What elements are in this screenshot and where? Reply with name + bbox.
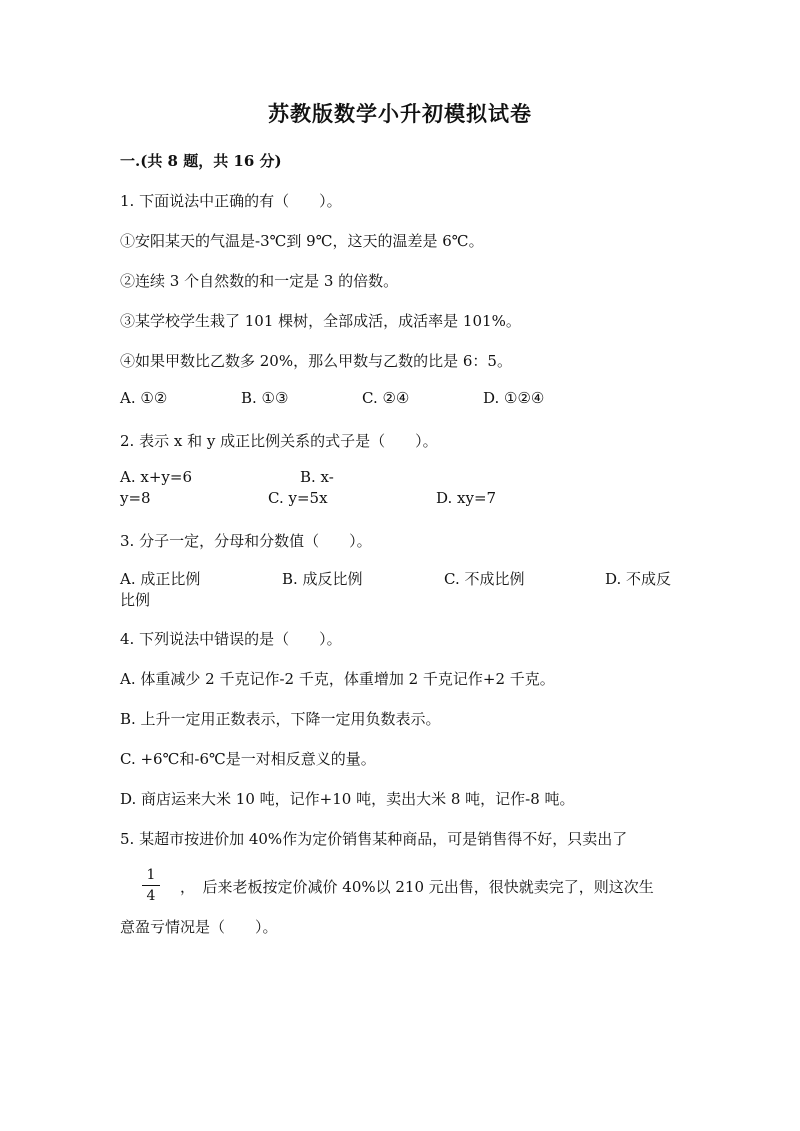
question-3-option-d-wrap[interactable]: 比例	[120, 591, 151, 609]
question-4-option-d[interactable]: D. 商店运来大米 10 吨，记作+10 吨，卖出大米 8 吨，记作-8 吨。	[120, 790, 575, 808]
section-heading: 一.(共 8 题，共 16 分)	[120, 152, 282, 170]
question-1-stem: 1. 下面说法中正确的有（ ）。	[120, 192, 342, 210]
question-3-option-d[interactable]: D. 不成反	[605, 570, 672, 588]
question-1-option-c[interactable]: C. ②④	[362, 389, 410, 407]
fraction-denominator: 4	[146, 888, 156, 904]
question-1-option-a[interactable]: A. ①②	[120, 389, 168, 407]
question-4-option-b[interactable]: B. 上升一定用正数表示，下降一定用负数表示。	[120, 710, 441, 728]
page-title: 苏教版数学小升初模拟试卷	[268, 101, 532, 126]
question-5-ending: 意盈亏情况是（ ）。	[120, 918, 278, 936]
question-3-option-a[interactable]: A. 成正比例	[120, 570, 201, 588]
question-3-stem: 3. 分子一定，分母和分数值（ ）。	[120, 532, 372, 550]
question-2-option-c[interactable]: C. y=5x	[268, 489, 328, 507]
fraction-one-quarter	[142, 868, 160, 903]
question-4-stem: 4. 下列说法中错误的是（ ）。	[120, 630, 342, 648]
question-4-option-a[interactable]: A. 体重减少 2 千克记作-2 千克，体重增加 2 千克记作+2 千克。	[120, 670, 555, 688]
question-1-option-d[interactable]: D. ①②④	[483, 389, 545, 407]
question-1-statement-3: ③某学校学生栽了 101 棵树，全部成活，成活率是 101%。	[120, 312, 521, 330]
question-1-statement-1: ①安阳某天的气温是-3℃到 9℃，这天的温差是 6℃。	[120, 232, 484, 250]
question-2-option-b-wrap[interactable]: y=8	[120, 489, 151, 507]
question-5-continuation: ， 后来老板按定价减价 40%以 210 元出售，很快就卖完了，则这次生	[180, 878, 654, 896]
question-5-stem: 5. 某超市按进价加 40%作为定价销售某种商品，可是销售得不好，只卖出了	[120, 830, 628, 848]
question-2-option-a[interactable]: A. x+y=6	[120, 468, 192, 486]
question-3-option-c[interactable]: C. 不成比例	[444, 570, 525, 588]
question-2-stem: 2. 表示 x 和 y 成正比例关系的式子是（ ）。	[120, 432, 438, 450]
question-1-statement-4: ④如果甲数比乙数多 20%，那么甲数与乙数的比是 6：5。	[120, 352, 512, 370]
question-1-statement-2: ②连续 3 个自然数的和一定是 3 的倍数。	[120, 272, 399, 290]
question-4-option-c[interactable]: C. +6℃和-6℃是一对相反意义的量。	[120, 750, 376, 768]
fraction-numerator: 1	[146, 867, 156, 883]
question-1-option-b[interactable]: B. ①③	[241, 389, 289, 407]
question-2-option-b[interactable]: B. x-	[300, 468, 334, 486]
question-3-option-b[interactable]: B. 成反比例	[282, 570, 363, 588]
question-2-option-d[interactable]: D. xy=7	[436, 489, 497, 507]
